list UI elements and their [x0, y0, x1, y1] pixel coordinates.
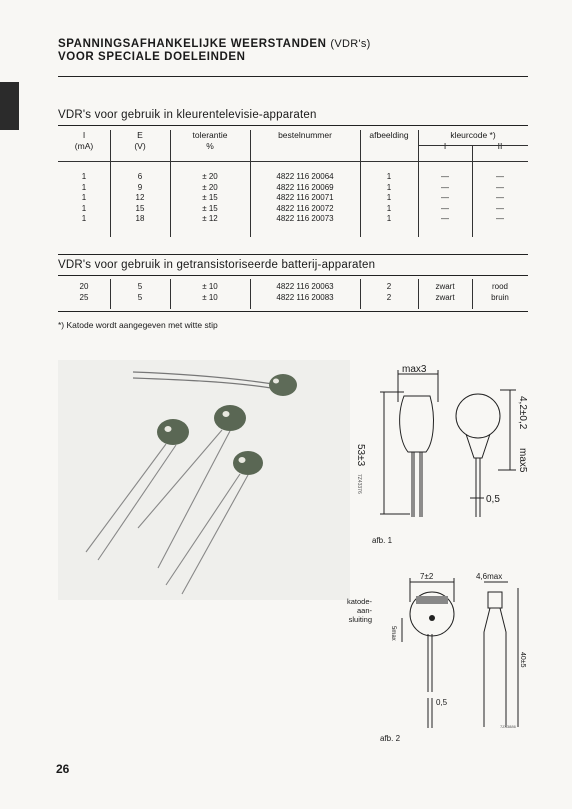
col-tol-unit: %: [206, 140, 214, 151]
subtitle: VOOR SPECIALE DOELEINDEN: [58, 51, 246, 63]
dim-40: 40±5: [519, 652, 526, 668]
dim-wire: 0,5: [486, 494, 500, 505]
dim-4-6: 4,6max: [476, 572, 503, 581]
col-e-unit: (V): [134, 140, 146, 151]
table-row: 20 5 ± 10 4822 116 20063 2 zwart rood: [79, 282, 508, 291]
col-i-unit: (mA): [74, 140, 94, 151]
section-title-battery: VDR's voor gebruik in getransistoriseerde batterij-apparaten: [58, 259, 376, 271]
divider: [58, 275, 528, 276]
cathode-label: katode- aan- sluiting: [346, 597, 372, 624]
footnote: *) Katode wordt aangegeven met witte stip: [58, 320, 218, 330]
dim-wire: 0,5: [436, 698, 448, 707]
fig-code: 7Z43376: [356, 474, 362, 494]
col-color: kleurcode *): [450, 130, 496, 140]
dim-5max: 5max: [390, 626, 396, 641]
table-tv: [58, 172, 528, 225]
figure-1-caption: afb. 1: [372, 536, 393, 545]
col-i: I: [82, 130, 86, 140]
figure-1-drawing: [355, 362, 530, 522]
table-row: 1 6 ± 20 4822 116 20064 1 — —: [81, 172, 504, 181]
dim-length: 53±3: [355, 444, 366, 467]
fig-code: 7Z43886: [500, 724, 516, 729]
table-row: 1 9 ± 20 4822 116 20069 1 — —: [81, 182, 504, 192]
dim-diameter: 4,2±0,2: [517, 396, 528, 430]
component-photo: [58, 360, 350, 600]
dim-max3: max3: [402, 364, 427, 375]
divider: [58, 311, 528, 312]
page-title: [58, 38, 371, 50]
divider: [58, 76, 528, 77]
col-order: bestelnummer: [278, 130, 332, 140]
title-suffix: (VDR's): [330, 38, 371, 50]
table-battery: [58, 282, 528, 303]
table-header: [58, 130, 528, 151]
table-row: 1 15 ± 15 4822 116 20072 1 — —: [81, 203, 504, 213]
margin-tab: [0, 82, 19, 130]
dim-7: 7±2: [420, 572, 434, 581]
title-line1: SPANNINGSAFHANKELIJKE WEERSTANDEN: [58, 38, 327, 50]
table-row: 1 18 ± 12 4822 116 20073 1 — —: [81, 214, 504, 223]
section-title-tv: VDR's voor gebruik in kleurentelevisie-apparaten: [58, 109, 317, 121]
table-row: 1 12 ± 15 4822 116 20071 1 — —: [81, 193, 504, 202]
col-e: E: [137, 130, 143, 140]
col-tol: tolerantie: [192, 130, 228, 140]
col-fig: afbeelding: [369, 130, 409, 140]
divider: [58, 125, 528, 126]
page-number: 26: [56, 762, 70, 776]
figure-2-drawing: [380, 572, 530, 732]
figure-2-caption: afb. 2: [380, 734, 401, 743]
table-row: 25 5 ± 10 4822 116 20083 2 zwart bruin: [79, 292, 509, 302]
dim-max5: max5: [517, 448, 528, 473]
divider: [58, 254, 528, 255]
